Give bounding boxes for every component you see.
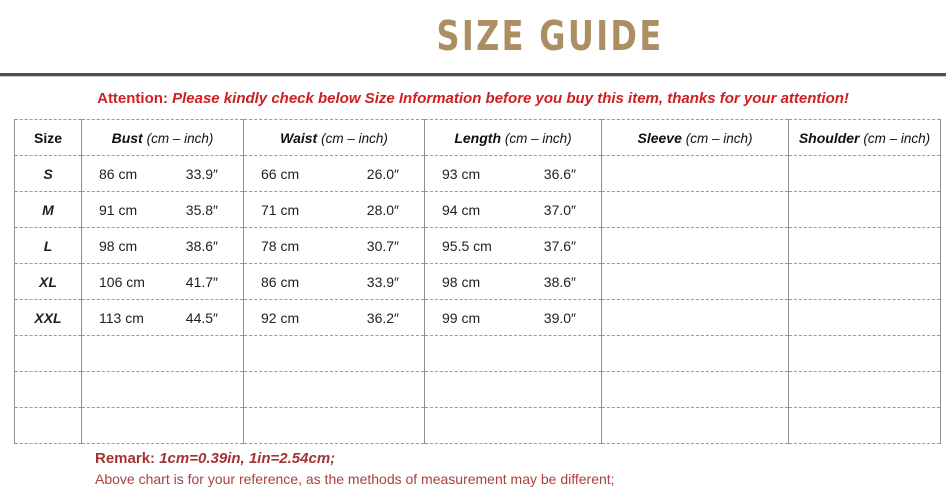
- bust-cell: [82, 192, 244, 228]
- empty-cell: [82, 408, 244, 444]
- empty-cell: [82, 372, 244, 408]
- length-cm-value: 98 cm: [442, 273, 481, 290]
- size-value: M: [15, 192, 82, 228]
- bust-cm-value: 91 cm: [99, 201, 138, 218]
- waist-cell: [244, 192, 425, 228]
- waist-cm-value: 86 cm: [261, 273, 300, 290]
- waist-cm-value: 92 cm: [261, 309, 300, 326]
- empty-cell: [602, 336, 789, 372]
- empty-cell: [244, 336, 425, 372]
- empty-cell: [789, 408, 941, 444]
- empty-cell: [602, 372, 789, 408]
- table-row: [15, 156, 941, 192]
- remark-block: [95, 449, 615, 489]
- waist-inch-value: 28.0″: [366, 201, 399, 218]
- header: [0, 12, 946, 64]
- length-inch-value: 37.0″: [543, 201, 576, 218]
- sleeve-cell: [602, 156, 789, 192]
- table-header-row: [15, 120, 941, 156]
- size-value: XXL: [15, 300, 82, 336]
- length-cm-value: 95.5 cm: [442, 237, 492, 254]
- column-header-shoulder: Shoulder (cm – inch): [789, 120, 941, 156]
- length-cm-value: 94 cm: [442, 201, 481, 218]
- length-cm-value: 99 cm: [442, 309, 481, 326]
- empty-cell: [244, 408, 425, 444]
- length-cell: [425, 264, 602, 300]
- attention-label: Attention:: [97, 90, 168, 107]
- shoulder-cell: [789, 192, 941, 228]
- sleeve-cell: [602, 300, 789, 336]
- empty-cell: [425, 372, 602, 408]
- size-value: L: [15, 228, 82, 264]
- shoulder-cell: [789, 264, 941, 300]
- bust-cm-value: 113 cm: [99, 309, 144, 326]
- size-value: XL: [15, 264, 82, 300]
- length-cm-value: 93 cm: [442, 165, 481, 182]
- column-header-sleeve: Sleeve (cm – inch): [602, 120, 789, 156]
- bust-cm-value: 86 cm: [99, 165, 138, 182]
- length-inch-value: 36.6″: [543, 165, 576, 182]
- empty-cell: [244, 372, 425, 408]
- sleeve-cell: [602, 228, 789, 264]
- empty-table-row: [15, 336, 941, 372]
- waist-cm-value: 78 cm: [261, 237, 300, 254]
- length-cell: [425, 228, 602, 264]
- waist-cell: [244, 264, 425, 300]
- waist-cm-value: 66 cm: [261, 165, 300, 182]
- empty-cell: [15, 336, 82, 372]
- shoulder-cell: [789, 228, 941, 264]
- empty-cell: [15, 372, 82, 408]
- size-value: S: [15, 156, 82, 192]
- table-row: [15, 264, 941, 300]
- waist-cell: [244, 228, 425, 264]
- sleeve-cell: [602, 264, 789, 300]
- shoulder-cell: [789, 156, 941, 192]
- empty-cell: [789, 372, 941, 408]
- empty-table-row: [15, 408, 941, 444]
- bust-inch-value: 38.6″: [185, 237, 218, 254]
- table-row: [15, 192, 941, 228]
- bust-inch-value: 41.7″: [185, 273, 218, 290]
- waist-cell: [244, 300, 425, 336]
- waist-cm-value: 71 cm: [261, 201, 300, 218]
- length-inch-value: 37.6″: [543, 237, 576, 254]
- remark-note: Above chart is for your reference, as the methods of measurement may be different;: [95, 471, 615, 487]
- remark-line-formula: [95, 449, 615, 469]
- shoulder-cell: [789, 300, 941, 336]
- empty-cell: [15, 408, 82, 444]
- page-title: SIZE GUIDE: [436, 12, 664, 60]
- empty-cell: [425, 336, 602, 372]
- length-cell: [425, 300, 602, 336]
- attention-line: [0, 90, 946, 107]
- bust-cm-value: 98 cm: [99, 237, 138, 254]
- empty-cell: [602, 408, 789, 444]
- remark-formula: 1cm=0.39in, 1in=2.54cm;: [159, 450, 336, 467]
- header-divider: [0, 73, 946, 77]
- bust-cell: [82, 228, 244, 264]
- length-inch-value: 39.0″: [543, 309, 576, 326]
- waist-inch-value: 33.9″: [366, 273, 399, 290]
- bust-inch-value: 35.8″: [185, 201, 218, 218]
- bust-cell: [82, 156, 244, 192]
- empty-table-row: [15, 372, 941, 408]
- column-header-size: Size: [15, 120, 82, 156]
- empty-cell: [82, 336, 244, 372]
- column-header-waist: Waist (cm – inch): [244, 120, 425, 156]
- length-inch-value: 38.6″: [543, 273, 576, 290]
- bust-inch-value: 44.5″: [185, 309, 218, 326]
- length-cell: [425, 156, 602, 192]
- bust-inch-value: 33.9″: [185, 165, 218, 182]
- empty-cell: [425, 408, 602, 444]
- remark-label: Remark:: [95, 450, 156, 467]
- column-header-length: Length (cm – inch): [425, 120, 602, 156]
- waist-inch-value: 26.0″: [366, 165, 399, 182]
- bust-cm-value: 106 cm: [99, 273, 145, 290]
- bust-cell: [82, 264, 244, 300]
- sleeve-cell: [602, 192, 789, 228]
- waist-cell: [244, 156, 425, 192]
- length-cell: [425, 192, 602, 228]
- attention-text: Please kindly check below Size Information before you buy this item, thanks for your attention!: [172, 90, 849, 107]
- column-header-bust: Bust (cm – inch): [82, 120, 244, 156]
- table-row: [15, 228, 941, 264]
- table-row: [15, 300, 941, 336]
- waist-inch-value: 36.2″: [366, 309, 399, 326]
- bust-cell: [82, 300, 244, 336]
- waist-inch-value: 30.7″: [366, 237, 399, 254]
- size-chart-table: [14, 119, 941, 444]
- empty-cell: [789, 336, 941, 372]
